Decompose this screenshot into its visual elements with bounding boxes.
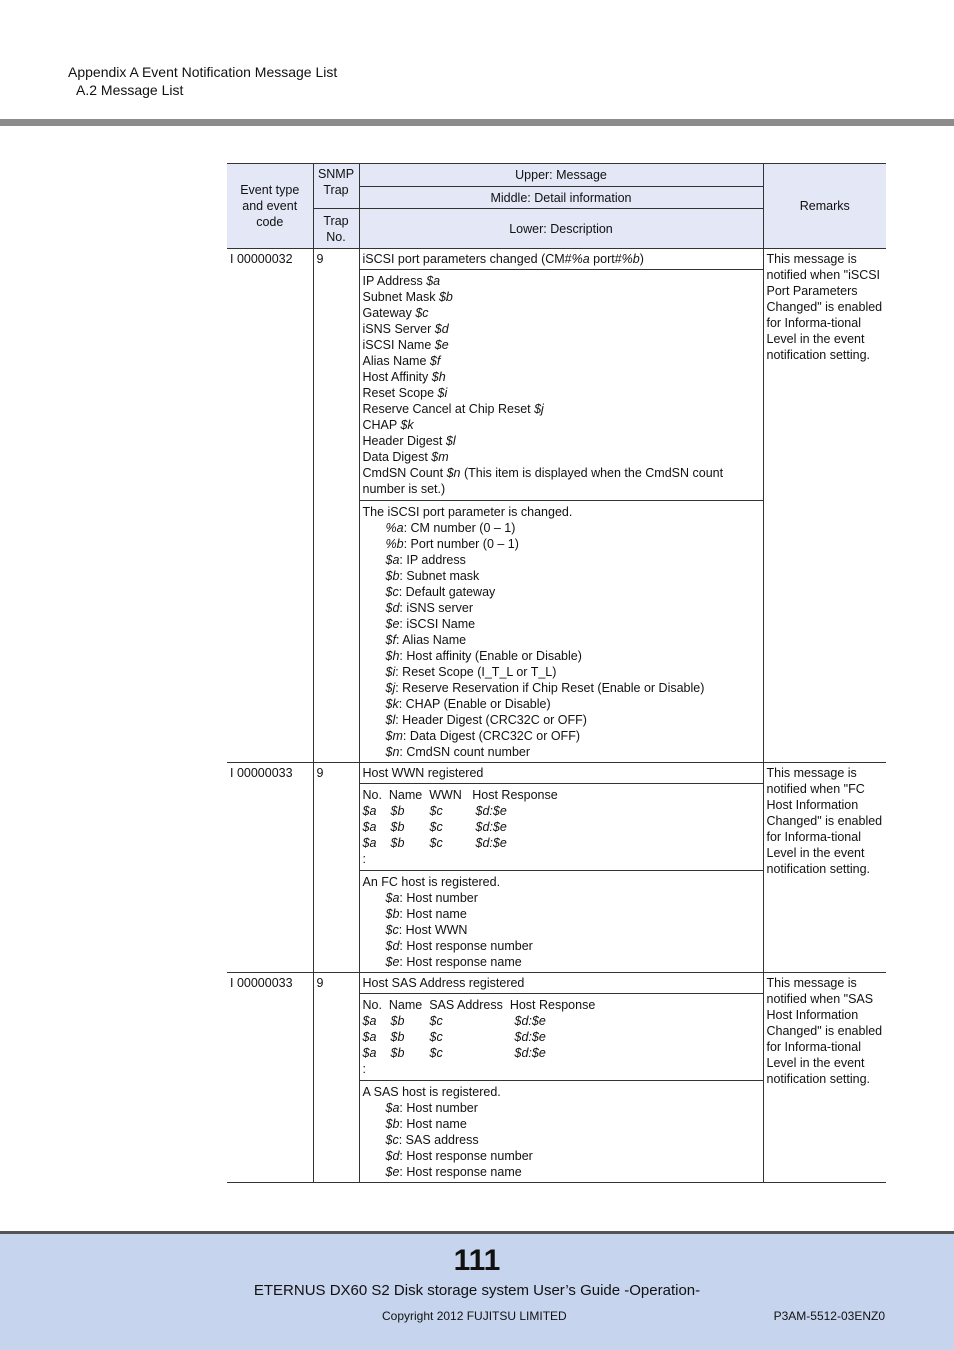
detail-line: $a $b $c $d:$e bbox=[362, 1030, 546, 1044]
detail-line: iSNS Server $d bbox=[362, 322, 449, 336]
detail-line: CHAP $k bbox=[362, 418, 414, 432]
header-upper: Upper: Message bbox=[359, 164, 763, 187]
description-item: $b: Host name bbox=[385, 907, 467, 921]
description-item: $a: IP address bbox=[385, 553, 466, 567]
description-intro: An FC host is registered. bbox=[362, 875, 501, 889]
header-middle: Middle: Detail information bbox=[359, 187, 763, 209]
detail-info bbox=[359, 784, 763, 871]
detail-line: Gateway $c bbox=[362, 306, 429, 320]
table-row bbox=[227, 249, 886, 270]
message-text: iSCSI port parameters changed (CM#%a port#%b) bbox=[359, 249, 763, 270]
detail-line: CmdSN Count $n (This item is displayed when the CmdSN count number is set.) bbox=[362, 466, 724, 496]
description-item: $k: CHAP (Enable or Disable) bbox=[385, 697, 551, 711]
description-item: $h: Host affinity (Enable or Disable) bbox=[385, 649, 582, 663]
description-item: $b: Host name bbox=[385, 1117, 467, 1131]
description-item: $c: Host WWN bbox=[385, 923, 468, 937]
detail-line: $a $b $c $d:$e bbox=[362, 1046, 546, 1060]
detail-line: Alias Name $f bbox=[362, 354, 441, 368]
header-lower: Lower: Description bbox=[359, 209, 763, 249]
description-item: $j: Reserve Reservation if Chip Reset (Enable or Disable) bbox=[385, 681, 705, 695]
detail-info bbox=[359, 994, 763, 1081]
guide-title: ETERNUS DX60 S2 Disk storage system User’s Guide -Operation- bbox=[253, 1282, 701, 1299]
description-item: %a: CM number (0 – 1) bbox=[385, 521, 516, 535]
description-item: $d: Host response number bbox=[385, 1149, 533, 1163]
description bbox=[359, 871, 763, 973]
header-rule bbox=[0, 119, 954, 126]
detail-line: Data Digest $m bbox=[362, 450, 449, 464]
description-item: $c: SAS address bbox=[385, 1133, 479, 1147]
detail-header-line: No. Name WWN Host Response bbox=[362, 788, 558, 802]
document-code: P3AM-5512-03ENZ0 bbox=[773, 1309, 885, 1323]
message-text: Host SAS Address registered bbox=[359, 973, 763, 994]
detail-line: IP Address $a bbox=[362, 274, 441, 288]
detail-line: $a $b $c $d:$e bbox=[362, 820, 507, 834]
detail-continuation: : bbox=[362, 852, 366, 866]
detail-line: Reset Scope $i bbox=[362, 386, 448, 400]
description-item: $l: Header Digest (CRC32C or OFF) bbox=[385, 713, 587, 727]
description-item: $a: Host number bbox=[385, 891, 478, 905]
table-row bbox=[227, 763, 886, 784]
copyright: Copyright 2012 FUJITSU LIMITED bbox=[382, 1309, 567, 1323]
remarks-text: This message is notified when "SAS Host Information Changed" is enabled for Informa-tional Level in the event notification setting. bbox=[763, 973, 886, 1183]
running-header bbox=[68, 63, 337, 99]
detail-header-line: No. Name SAS Address Host Response bbox=[362, 998, 596, 1012]
description-intro: The iSCSI port parameter is changed. bbox=[362, 505, 573, 519]
detail-line: Host Affinity $h bbox=[362, 370, 446, 384]
description-item: $i: Reset Scope (I_T_L or T_L) bbox=[385, 665, 557, 679]
description-item: $e: Host response name bbox=[385, 1165, 522, 1179]
description-intro: A SAS host is registered. bbox=[362, 1085, 501, 1099]
remarks-text: This message is notified when "FC Host Information Changed" is enabled for Informa-tional Level in the event notification setting. bbox=[763, 763, 886, 973]
trap-number: 9 bbox=[313, 763, 359, 973]
message-table bbox=[227, 163, 886, 1183]
description-item: $d: Host response number bbox=[385, 939, 533, 953]
event-code: I 00000033 bbox=[230, 766, 293, 780]
detail-line: Header Digest $l bbox=[362, 434, 456, 448]
description-item: $d: iSNS server bbox=[385, 601, 474, 615]
description-item: $c: Default gateway bbox=[385, 585, 496, 599]
description bbox=[359, 501, 763, 763]
page-number: 111 bbox=[453, 1244, 501, 1277]
description-item: $b: Subnet mask bbox=[385, 569, 480, 583]
event-code: I 00000032 bbox=[230, 252, 293, 266]
event-code: I 00000033 bbox=[230, 976, 293, 990]
description-item: $a: Host number bbox=[385, 1101, 478, 1115]
remarks-text: This message is notified when "iSCSI Port Parameters Changed" is enabled for Informa-tional Level in the event notification setting. bbox=[763, 249, 886, 763]
detail-line: $a $b $c $d:$e bbox=[362, 1014, 546, 1028]
detail-line: Reserve Cancel at Chip Reset $j bbox=[362, 402, 544, 416]
detail-continuation: : bbox=[362, 1062, 366, 1076]
detail-line: iSCSI Name $e bbox=[362, 338, 449, 352]
header-trap-no: Trap No. bbox=[313, 209, 359, 249]
description-item: $e: iSCSI Name bbox=[385, 617, 476, 631]
header-remarks: Remarks bbox=[763, 164, 886, 249]
detail-line: $a $b $c $d:$e bbox=[362, 836, 507, 850]
header-section: A.2 Message List bbox=[76, 82, 184, 98]
description-item: $e: Host response name bbox=[385, 955, 522, 969]
detail-line: Subnet Mask $b bbox=[362, 290, 453, 304]
header-chapter: Appendix A Event Notification Message List bbox=[68, 64, 338, 80]
detail-info bbox=[359, 270, 763, 501]
table-row bbox=[227, 973, 886, 994]
page-footer bbox=[0, 1231, 954, 1350]
footer-rule bbox=[0, 1231, 954, 1234]
description-item: $n: CmdSN count number bbox=[385, 745, 531, 759]
description-item: $f: Alias Name bbox=[385, 633, 467, 647]
message-text: Host WWN registered bbox=[359, 763, 763, 784]
header-snmp-trap: SNMP Trap bbox=[313, 164, 359, 209]
description bbox=[359, 1081, 763, 1183]
description-item: %b: Port number (0 – 1) bbox=[385, 537, 519, 551]
description-item: $m: Data Digest (CRC32C or OFF) bbox=[385, 729, 580, 743]
header-event-type: Event type and event code bbox=[227, 164, 313, 249]
trap-number: 9 bbox=[313, 249, 359, 763]
detail-line: $a $b $c $d:$e bbox=[362, 804, 507, 818]
trap-number: 9 bbox=[313, 973, 359, 1183]
